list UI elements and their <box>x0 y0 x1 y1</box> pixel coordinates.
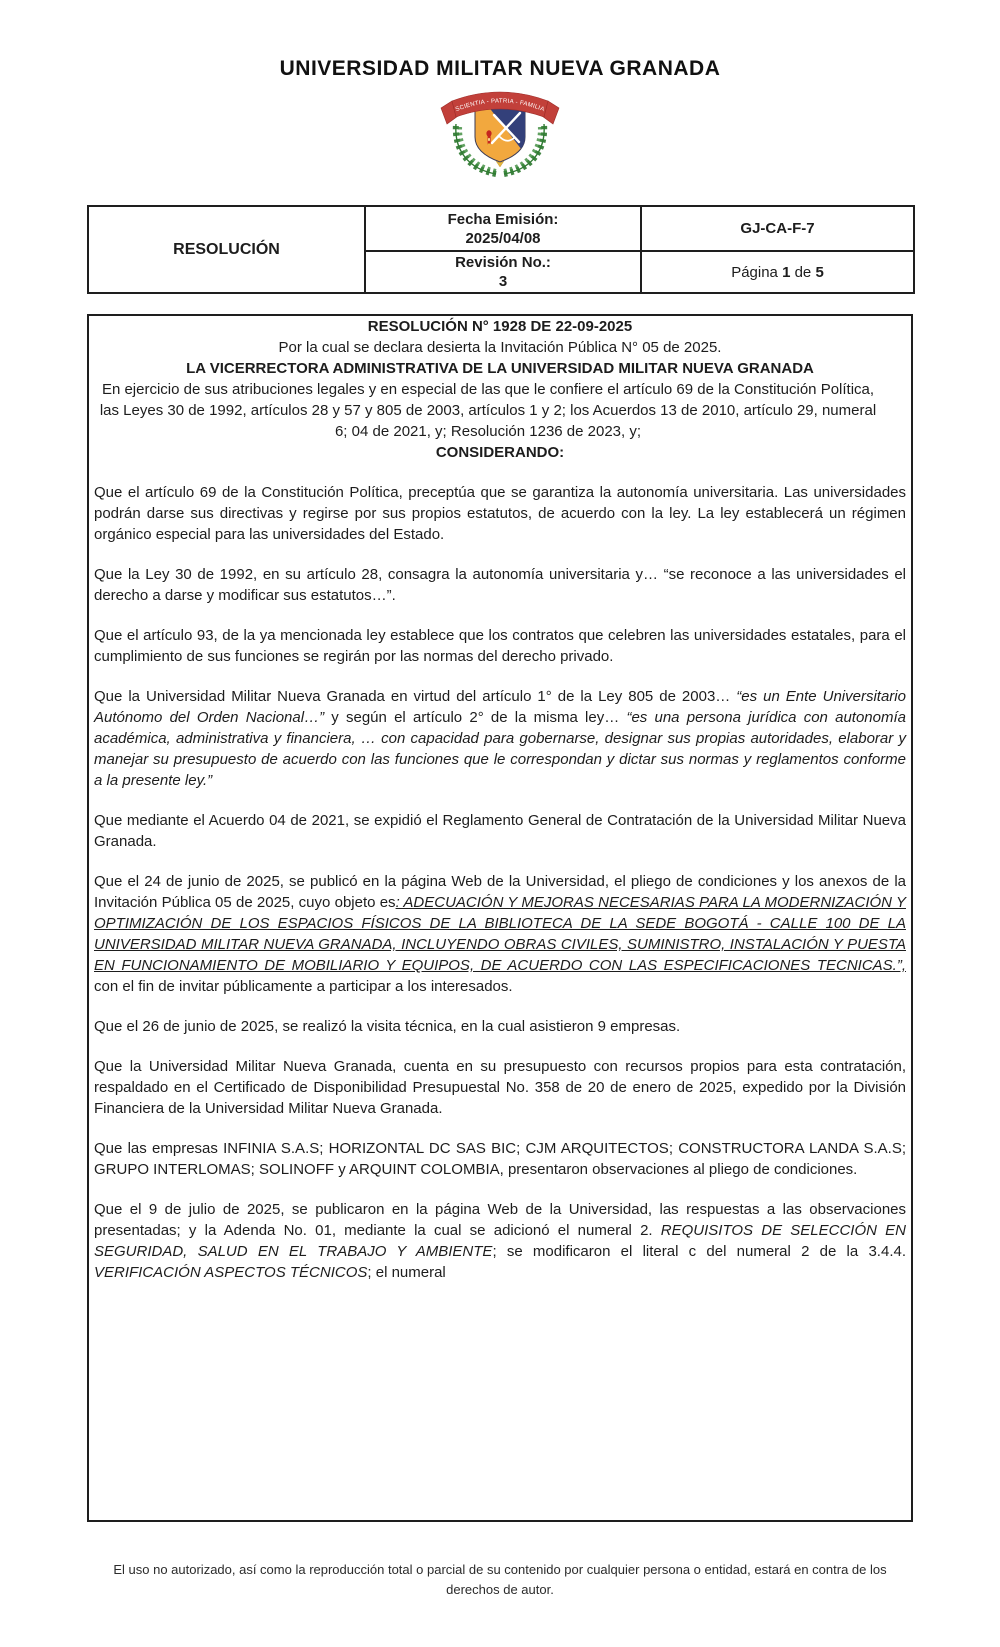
footer-line-1: El uso no autorizado, así como la reproducción total o parcial de su contenido por cualquier persona o entidad, estará en contra de los <box>113 1562 887 1577</box>
resolution-title: RESOLUCIÓN N° 1928 DE 22-09-2025 <box>367 318 633 335</box>
body-paragraph: Que la Universidad Militar Nueva Granada en virtud del artículo 1° de la Ley 805 de 2003… “es un Ente Universitario Autónomo del Orden Nacional…” y según el artículo 2° de la misma ley… “es una persona jurídica con autonomía académica, administrativa y financiera, … con capacidad para gobernarse, designar sus propias autoridades, elaborar y manejar su presupuesto de acuerdo con las funciones que le correspondan y dictar sus normas y reglamentos conforme a la presente ley.” <box>94 688 906 789</box>
footer-line-2: derechos de autor. <box>446 1582 554 1597</box>
page-title: UNIVERSIDAD MILITAR NUEVA GRANADA <box>279 57 721 80</box>
issuing-authority: LA VICERRECTORA ADMINISTRATIVA DE LA UNIVERSIDAD MILITAR NUEVA GRANADA <box>186 360 814 377</box>
page-label: Página <box>731 263 778 281</box>
resolution-body <box>87 314 913 1522</box>
body-paragraph: Que la Ley 30 de 1992, en su artículo 28, consagra la autonomía universitaria y… “se reconoce a las universidades el derecho a darse y modificar sus estatutos…”. <box>94 566 906 604</box>
footer-disclaimer <box>0 1560 1000 1600</box>
body-paragraph: Que el 26 de junio de 2025, se realizó la visita técnica, en la cual asistieron 9 empresas. <box>94 1018 681 1035</box>
revision-label: Revisión No.: <box>455 254 551 271</box>
considerando-heading: CONSIDERANDO: <box>435 444 565 461</box>
body-paragraph: Que las empresas INFINIA S.A.S; HORIZONTAL DC SAS BIC; CJM ARQUITECTOS; CONSTRUCTORA LANDA S.A.S; GRUPO INTERLOMAS; SOLINOFF y ARQUINT COLOMBIA, presentaron observaciones al pliego de condiciones. <box>94 1140 906 1178</box>
body-paragraph: Que mediante el Acuerdo 04 de 2021, se expidió el Reglamento General de Contratación de la Universidad Militar Nueva Granada. <box>94 812 906 850</box>
page-total: 5 <box>815 263 824 281</box>
doc-type-cell: RESOLUCIÓN <box>88 206 365 293</box>
motto-text: SCIENTIA - PATRIA - FAMILIA <box>454 98 546 114</box>
page-of-label: de <box>794 263 812 281</box>
revision-value: 3 <box>498 273 508 290</box>
form-code-cell: GJ-CA-F-7 <box>641 206 914 251</box>
page-number: 1 <box>782 263 791 281</box>
page-number-cell <box>641 251 914 293</box>
body-paragraph: Que el artículo 69 de la Constitución Política, preceptúa que se garantiza la autonomía universitaria. Las universidades podrán darse sus directivas y regirse por sus propios estatutos, de acuerdo con la ley. La ley establecerá un régimen orgánico especial para las universidades del Estado. <box>94 484 906 543</box>
legal-preamble: En ejercicio de sus atribuciones legales y en especial de las que le confiere el artículo 69 de la Constitución Política, las Leyes 30 de 1992, artículos 28 y 57 y 805 de 2003, artículos 1 y 2; los Acuerdos 13 de 2010, artículo 29, numeral 6; 04 de 2021, y; Resolución 1236 de 2023, y; <box>99 381 877 440</box>
body-paragraph: Que el 9 de julio de 2025, se publicaron en la página Web de la Universidad, las respuestas a las observaciones presentadas; y la Adenda No. 01, mediante la cual se adicionó el numeral 2. REQUISITOS DE SELECCIÓN EN SEGURIDAD, SALUD EN EL TRABAJO Y AMBIENTE; se modificaron el literal c del numeral 2 de la 3.4.4. VERIFICACIÓN ASPECTOS TÉCNICOS; el numeral <box>94 1201 907 1281</box>
university-crest <box>430 77 570 177</box>
fecha-emision-label: Fecha Emisión: <box>447 210 559 228</box>
body-paragraph: Que la Universidad Militar Nueva Granada, cuenta en su presupuesto con recursos propios para esta contratación, respaldado en el Certificado de Disponibilidad Presupuestal No. 358 de 20 de enero de 2025, expedido por la División Financiera de la Universidad Militar Nueva Granada. <box>94 1058 906 1117</box>
resolution-subject: Por la cual se declara desierta la Invitación Pública N° 05 de 2025. <box>278 339 722 356</box>
revision-cell <box>365 251 641 293</box>
body-paragraph: Que el 24 de junio de 2025, se publicó en la página Web de la Universidad, el pliego de condiciones y los anexos de la Invitación Pública 05 de 2025, cuyo objeto es: ADECUACIÓN Y MEJORAS NECESARIAS PARA LA MODERNIZACIÓN Y OPTIMIZACIÓN DE LOS ESPACIOS FÍSICOS DE LA BIBLIOTECA DE LA SEDE BOGOTÁ - CALLE 100 DE LA UNIVERSIDAD MILITAR NUEVA GRANADA, INCLUYENDO OBRAS CIVILES, SUMINISTRO, INSTALACIÓN Y PUESTA EN FUNCIONAMIENTO DE MOBILIARIO Y EQUIPOS, DE ACUERDO CON LAS ESPECIFICACIONES TECNICAS.”, con el fin de invitar públicamente a participar a los interesados. <box>94 873 906 995</box>
document-header-table <box>87 205 915 294</box>
fecha-emision-value: 2025/04/08 <box>465 229 541 247</box>
body-paragraph: Que el artículo 93, de la ya mencionada ley establece que los contratos que celebren las universidades estatales, para el cumplimiento de sus funciones se regirán por las normas del derecho privado. <box>94 627 906 665</box>
crest-graphic <box>430 77 570 177</box>
fecha-emision-cell <box>365 206 641 251</box>
considerando-paragraphs <box>94 482 906 1283</box>
